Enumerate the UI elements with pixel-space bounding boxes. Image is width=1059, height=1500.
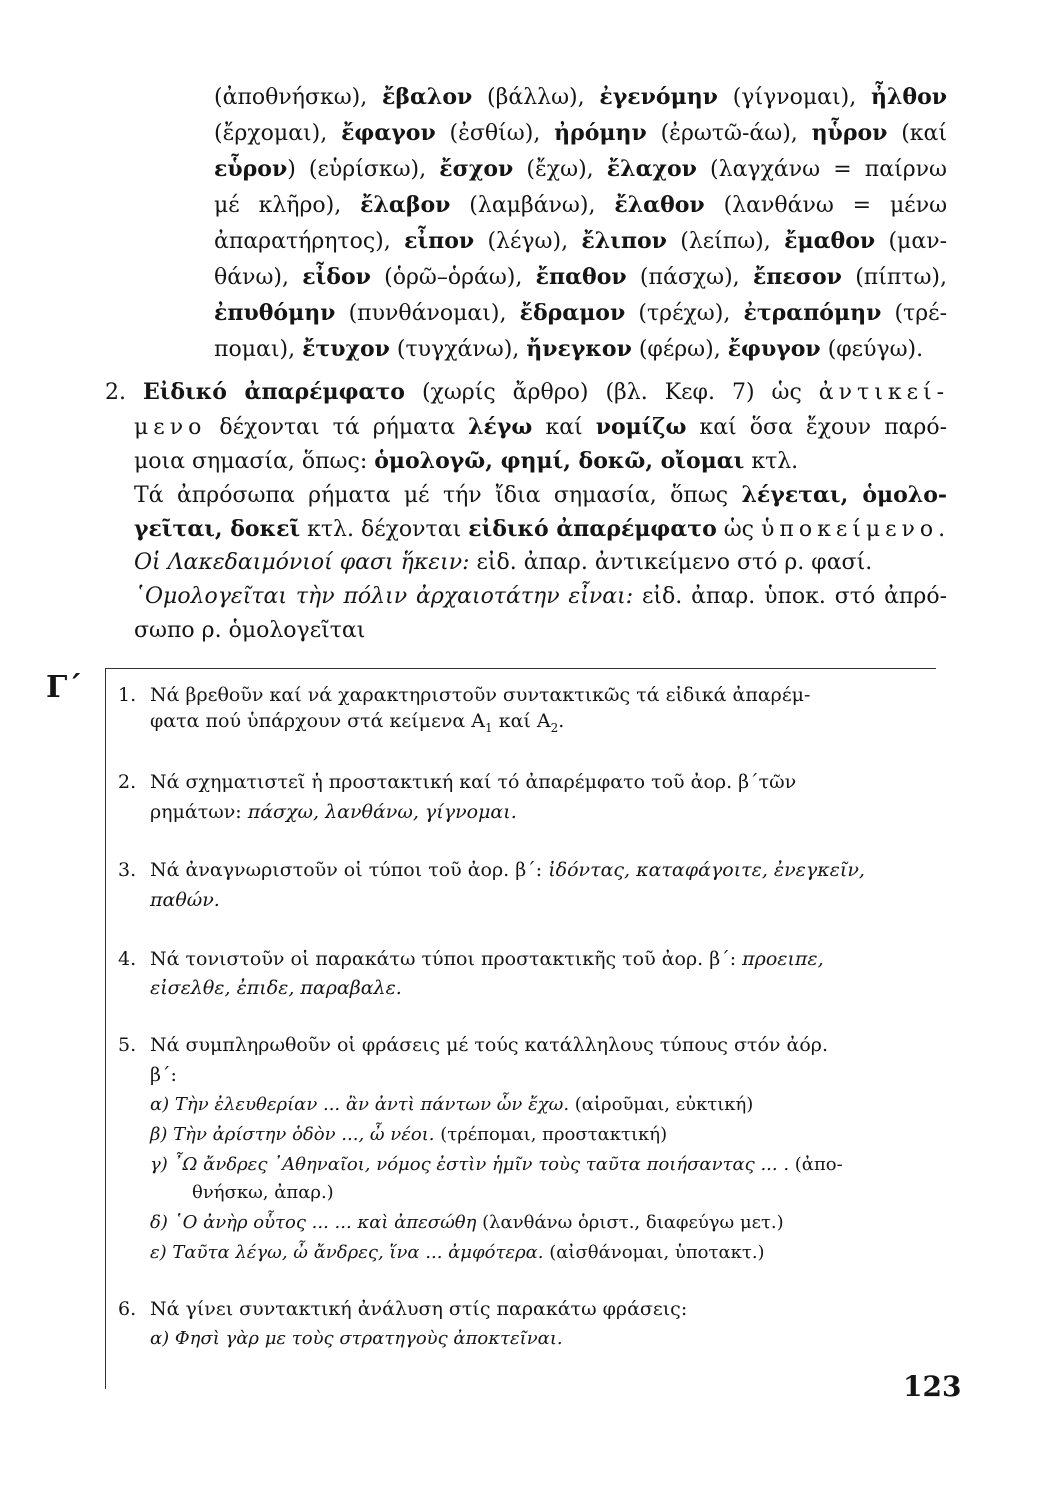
section-label: Γ΄ xyxy=(46,670,83,705)
text-segment: (βάλλω), xyxy=(472,85,600,110)
text-segment: μοια σημασία, ὅπως: xyxy=(134,449,375,474)
text-line xyxy=(214,224,947,259)
text-segment: (λανθάνω = μένω xyxy=(704,193,948,218)
text-segment: (χωρίς ἄρθρο) (βλ. Κεφ. 7) ὡς xyxy=(404,380,819,405)
text-segment: (ἐρωτῶ-άω), xyxy=(646,121,812,146)
item-number: 5. xyxy=(118,1034,137,1056)
text-line xyxy=(214,332,947,367)
text-segment: (ἐσθίω), xyxy=(435,121,555,146)
text-segment: καί xyxy=(532,415,596,440)
text-segment: Ταῦτα λέγω, ὦ ἄνδρες, ἵνα ... ἀμφότερα. xyxy=(172,1242,544,1263)
text-segment: ἠρόμην xyxy=(554,120,647,146)
text-segment: νομίζω xyxy=(595,414,687,440)
exercise-5-item xyxy=(150,1120,667,1150)
text-segment: Νά βρεθοῦν καί νά χαρακτηριστοῦν συντακτικῶς τά εἰδικά ἀπαρέμ- xyxy=(150,684,811,706)
text-segment: ῏Ω ἄνδρες ᾿Αθηναῖοι, νόμος ἐστὶν ἡμῖν τοὺς ταῦτα ποιήσαντας ... . xyxy=(173,1154,790,1175)
text-segment: εἰσελθε, ἐπιδε, παραβαλε. xyxy=(150,977,402,999)
text-segment: λέγεται, ὁμολο- xyxy=(741,482,947,508)
text-segment: εὗρον xyxy=(214,156,288,182)
text-segment: ἀπαρατήρητος), xyxy=(214,229,405,254)
text-segment: ε) xyxy=(150,1242,173,1263)
text-segment: ἔβαλον xyxy=(382,84,473,110)
exercise-3-line xyxy=(150,885,220,915)
text-segment: μενο xyxy=(134,415,207,440)
text-segment: ηὗρον xyxy=(811,120,888,146)
exercise-6-item xyxy=(150,1324,563,1354)
item-number: 3. xyxy=(118,859,137,881)
exercise-2-line xyxy=(118,767,796,797)
text-segment: ἔπεσον xyxy=(752,264,842,290)
text-segment: ἔδραμον xyxy=(519,300,626,326)
text-segment: (ἔρχομαι), xyxy=(214,121,342,146)
text-segment: λέγω xyxy=(468,414,533,440)
text-segment: (τυγχάνω), xyxy=(389,337,527,362)
text-segment: ὁμολογῶ, φημί, δοκῶ, οἴομαι xyxy=(374,448,745,474)
text-segment: κτλ. xyxy=(744,449,799,474)
text-segment: 2 xyxy=(550,720,559,735)
text-segment: Τὴν ἀρίστην ὁδὸν ..., ὦ νέοι. xyxy=(173,1124,435,1145)
text-segment: ἐπυθόμην xyxy=(214,300,336,326)
text-segment: 2. xyxy=(105,380,143,405)
text-segment: προειπε, xyxy=(742,948,824,970)
text-segment: ἔπαθον xyxy=(535,264,627,290)
text-segment: φατα πού ὑπάρχουν στά κείμενα Α xyxy=(150,710,486,732)
text-segment: 1 xyxy=(485,720,493,735)
text-segment: Εἰδικό ἀπαρέμφατο xyxy=(143,379,405,405)
text-line xyxy=(214,260,947,295)
item-number: 4. xyxy=(118,948,137,970)
text-segment: (τρέ- xyxy=(881,301,947,326)
text-segment: Νά ἀναγνωριστοῦν οἱ τύποι τοῦ ἀορ. β΄: xyxy=(150,859,549,881)
exercise-5-item xyxy=(150,1090,753,1120)
text-segment: Οἱ Λακεδαιμόνιοί φασι ἥκειν: xyxy=(134,550,470,575)
text-segment: πομαι), xyxy=(214,337,303,362)
text-segment: (φέρω), xyxy=(631,337,728,362)
text-segment: ἔλαβον xyxy=(360,192,451,218)
text-segment: ῾Ο ἀνὴρ οὗτος ... ... καὶ ἀπεσώθη xyxy=(173,1212,477,1233)
text-line xyxy=(134,410,947,445)
text-segment: Τά ἀπρόσωπα ρήματα μέ τήν ἴδια σημασία, ὅπως xyxy=(134,483,742,508)
text-segment: Φησὶ γὰρ με τοὺς στρατηγοὺς ἀποκτεῖναι. xyxy=(174,1328,563,1349)
text-segment: (πυνθάνομαι), xyxy=(335,301,520,326)
exercise-5-item xyxy=(150,1150,843,1180)
text-segment: β) xyxy=(150,1124,174,1145)
text-segment: εἰδικό ἀπαρέμφατο xyxy=(468,516,717,542)
text-segment: ὡς xyxy=(716,517,761,542)
exercise-4-line xyxy=(150,973,402,1003)
text-segment: (τρέχω), xyxy=(625,301,744,326)
text-segment: (λαγχάνω = παίρνω xyxy=(696,157,947,182)
text-segment: (ἔχω), xyxy=(513,157,607,182)
text-line xyxy=(214,296,947,331)
text-segment: Τὴν ἐλευθερίαν ... ἂν ἀντὶ πάντων ὧν ἔχω. xyxy=(174,1094,570,1115)
text-segment: καί ὅσα ἔχουν παρό- xyxy=(686,415,948,440)
text-segment: (ἀπο- xyxy=(789,1154,843,1175)
exercise-5-line xyxy=(150,1060,177,1090)
exercise-3-line xyxy=(118,855,865,885)
text-segment: (ἀποθνήσκω), xyxy=(214,85,382,110)
text-segment: α) xyxy=(150,1094,175,1115)
text-segment: (λείπω), xyxy=(666,229,785,254)
text-line xyxy=(214,188,947,223)
text-segment: γ) xyxy=(150,1154,174,1175)
text-segment: εἶδον xyxy=(302,264,371,290)
text-line xyxy=(134,546,947,580)
text-segment: α) xyxy=(150,1328,175,1349)
text-segment: ρημάτων: xyxy=(150,801,248,823)
text-line xyxy=(134,580,947,614)
exercise-5-item xyxy=(192,1178,334,1208)
text-segment: δ) xyxy=(150,1212,174,1233)
text-segment: πάσχω, λανθάνω, γίγνομαι. xyxy=(247,801,517,823)
page-number: 123 xyxy=(903,1370,962,1403)
text-segment: εἰδ. ἀπαρ. ὑποκ. στό ἀπρό- xyxy=(633,584,947,609)
text-segment: ἤνεγκον xyxy=(526,336,632,362)
text-segment: παθών. xyxy=(150,889,220,911)
text-segment: (τρέπομαι, προστακτική) xyxy=(434,1124,668,1145)
exercise-5-line xyxy=(118,1030,828,1060)
text-segment: (λέγω), xyxy=(474,229,582,254)
text-segment: εἰδ. ἀπαρ. ἀντικείμενο στό ρ. φασί. xyxy=(469,550,873,575)
text-segment: ἔλαχον xyxy=(606,156,697,182)
text-segment: ἔλαθον xyxy=(614,192,705,218)
text-line xyxy=(134,444,947,479)
text-segment: θνήσκω, ἀπαρ.) xyxy=(192,1182,334,1203)
text-segment: (μαν- xyxy=(875,229,948,254)
text-segment: εἶπον xyxy=(404,228,475,254)
text-segment: Νά συμπληρωθοῦν οἱ φράσεις μέ τούς κατάλληλους τύπους στόν ἀόρ. xyxy=(150,1034,828,1056)
text-segment: Νά τονιστοῦν οἱ παρακάτω τύποι προστακτικῆς τοῦ ἀορ. β΄: xyxy=(150,948,743,970)
text-segment: . xyxy=(938,517,946,542)
text-segment: (λαμβάνω), xyxy=(450,193,615,218)
exercise-2-line xyxy=(150,797,517,827)
text-segment: καί Α xyxy=(492,710,551,732)
text-segment: (γίγνομαι), xyxy=(717,85,871,110)
exercise-5-item xyxy=(150,1208,784,1238)
text-segment: ἰδόντας, καταφάγοιτε, ἐνεγκεῖν, xyxy=(548,859,865,881)
exercise-1-line xyxy=(150,706,564,743)
item-number: 1. xyxy=(118,684,137,706)
text-segment: γεῖται, δοκεῖ xyxy=(134,516,301,542)
text-segment: Νά γίνει συντακτική ἀνάλυση στίς παρακάτω φράσεις: xyxy=(150,1298,688,1320)
exercise-6-line xyxy=(118,1294,687,1324)
text-segment: ἔσχον xyxy=(439,156,514,182)
text-segment: ἔμαθον xyxy=(784,228,876,254)
text-line xyxy=(134,512,947,547)
text-line xyxy=(134,478,947,513)
text-segment: ἐγενόμην xyxy=(599,84,718,110)
text-line xyxy=(214,116,947,151)
text-segment: ) (εὑρίσκω), xyxy=(287,157,440,182)
text-segment: (πίπτω), xyxy=(841,265,948,290)
text-line xyxy=(214,80,947,115)
text-segment: (καί xyxy=(887,121,948,146)
text-line xyxy=(134,614,947,648)
text-segment: Νά σχηματιστεῖ ἡ προστακτική καί τό ἀπαρέμφατο τοῦ ἀορ. β΄τῶν xyxy=(150,771,797,793)
text-segment: (ὁρῶ–ὁράω), xyxy=(370,265,536,290)
text-segment: ἀντικεί- xyxy=(818,380,950,405)
text-line xyxy=(105,375,949,410)
item-number: 2. xyxy=(118,771,137,793)
text-segment: (λανθάνω ὁριστ., διαφεύγω μετ.) xyxy=(476,1212,784,1233)
text-segment: ἔφυγον xyxy=(727,336,821,362)
text-segment: . xyxy=(558,710,565,732)
text-segment: σωπο ρ. ὁμολογεῖται xyxy=(134,618,366,643)
text-segment: ἔλιπον xyxy=(581,228,667,254)
exercise-4-line xyxy=(118,944,824,974)
text-line xyxy=(214,152,947,187)
text-segment: (αἰσθάνομαι, ὑποτακτ.) xyxy=(543,1242,765,1263)
text-segment: ἔτυχον xyxy=(302,336,390,362)
exercise-5-item xyxy=(150,1238,765,1268)
text-segment: β΄: xyxy=(150,1064,177,1086)
text-segment: δέχονται τά ρήματα xyxy=(206,415,469,440)
text-segment: κτλ. δέχονται xyxy=(300,517,469,542)
text-segment: (αἱροῦμαι, εὐκτική) xyxy=(569,1094,754,1115)
text-segment: (φεύγω). xyxy=(820,337,924,362)
text-segment: ἦλθον xyxy=(870,84,948,110)
text-segment: (πάσχω), xyxy=(626,265,753,290)
text-segment: μέ κλῆρο), xyxy=(214,193,361,218)
item-number: 6. xyxy=(118,1298,137,1320)
text-segment: ἔφαγον xyxy=(341,120,436,146)
text-segment: ἐτραπόμην xyxy=(743,300,882,326)
text-segment: ὑποκείμενο xyxy=(761,517,939,542)
text-segment: θάνω), xyxy=(214,265,303,290)
text-segment: ῾Ομολογεῖται τὴν πόλιν ἀρχαιοτάτην εἶναι: xyxy=(134,584,634,609)
